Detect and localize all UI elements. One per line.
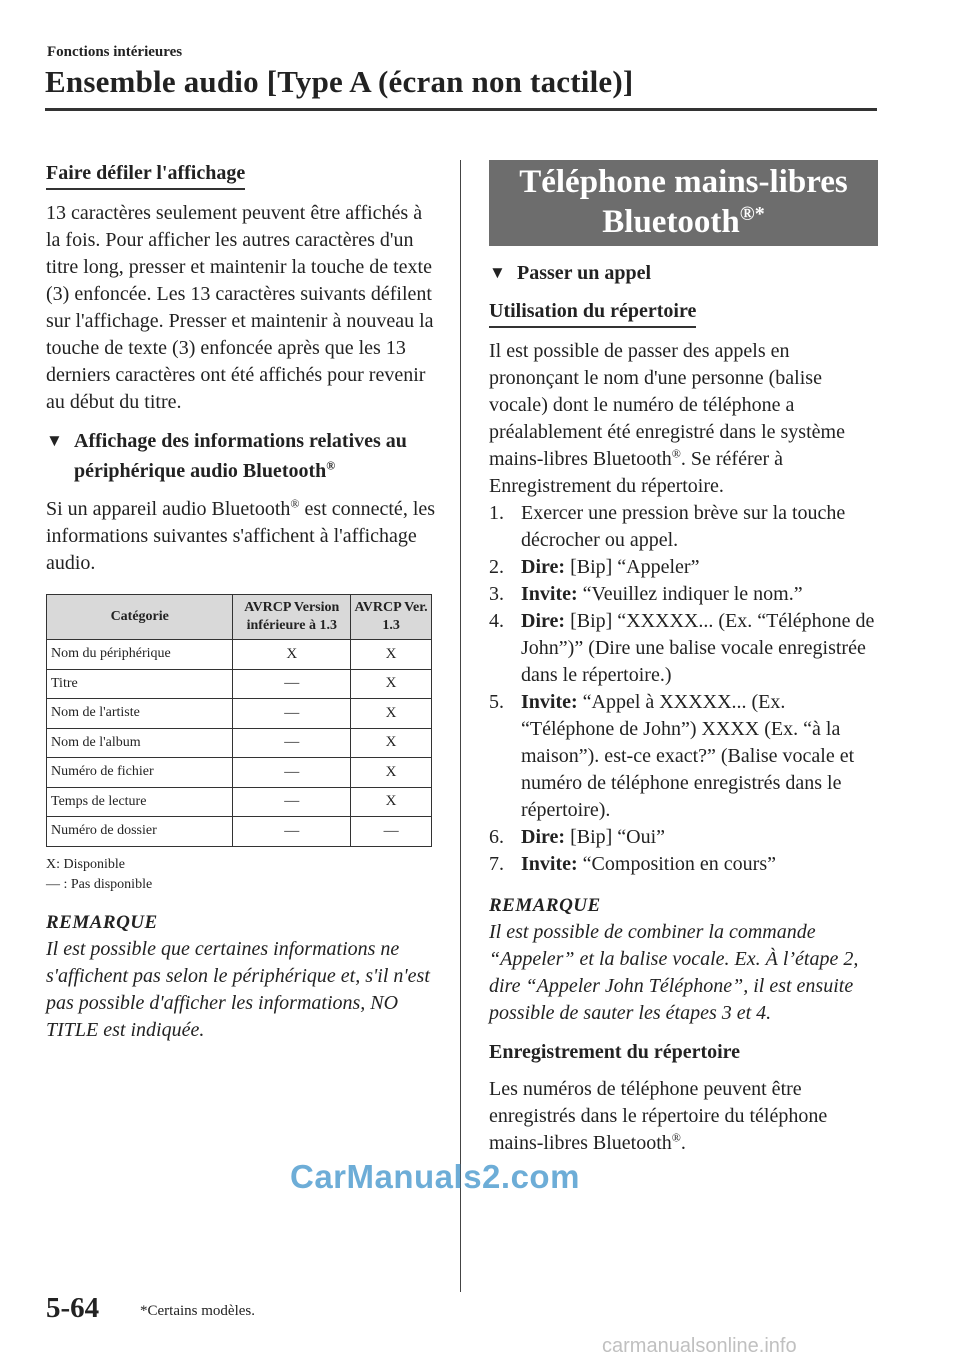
- step-item: [489, 824, 879, 851]
- table-cell: Numéro de fichier: [47, 758, 233, 788]
- table-cell: X: [351, 728, 432, 758]
- table-cell: —: [233, 699, 351, 729]
- directory-text: [489, 338, 879, 500]
- step-number: 1.: [489, 502, 504, 524]
- remarque-title: REMARQUE: [46, 911, 158, 933]
- registration-text: [489, 1076, 879, 1157]
- step-item: [489, 500, 879, 554]
- table-cell: —: [233, 758, 351, 788]
- step-number: 2.: [489, 556, 504, 578]
- table-cell: X: [351, 787, 432, 817]
- table-header-row: [47, 595, 432, 640]
- table-row: [47, 640, 432, 670]
- table-row: [47, 787, 432, 817]
- info-text-a: Si un appareil audio Bluetooth: [46, 498, 291, 520]
- info-heading-text: Affichage des informations relatives au périphérique audio Bluetooth: [74, 430, 407, 482]
- footnote: *Certains modèles.: [140, 1303, 255, 1319]
- banner-line2: [489, 202, 878, 242]
- registration-text-b: .: [680, 1132, 686, 1154]
- step-label: Invite:: [521, 583, 578, 605]
- step-text: [Bip] “Oui”: [565, 826, 666, 848]
- registration-text-a: Les numéros de téléphone peuvent être enregistrés dans le répertoire du téléphone mains-libres Bluetooth: [489, 1078, 828, 1154]
- table-header-avrcp-13: AVRCP Ver. 1.3: [351, 595, 432, 640]
- registered-mark: ®: [290, 496, 300, 511]
- table-cell: X: [351, 699, 432, 729]
- table-cell: —: [233, 669, 351, 699]
- call-heading-text: Passer un appel: [517, 262, 652, 284]
- table-cell: —: [233, 787, 351, 817]
- step-text: “Veuillez indiquer le nom.”: [577, 583, 803, 605]
- step-label: Dire:: [521, 826, 566, 848]
- table-cell: X: [351, 640, 432, 670]
- scroll-heading: Faire défiler l'affichage: [46, 160, 245, 190]
- step-item: [489, 554, 879, 581]
- table-header-category: Catégorie: [47, 595, 233, 640]
- section-banner: [489, 160, 878, 246]
- registration-heading: Enregistrement du répertoire: [489, 1041, 741, 1063]
- table-row: [47, 728, 432, 758]
- step-text: “Appel à XXXXX... (Ex. “Téléphone de John”) XXXX (Ex. “à la maison”). est-ce exact?” (Balise vocale et numéro de téléphone enregistrés dans le répertoire).: [521, 691, 855, 821]
- step-text: [Bip] “Appeler”: [565, 556, 700, 578]
- table-row: [47, 817, 432, 847]
- step-number: 5.: [489, 691, 504, 713]
- info-text: [46, 496, 438, 577]
- table-cell: Numéro de dossier: [47, 817, 233, 847]
- table-row: [47, 669, 432, 699]
- bluetooth-info-table: [46, 594, 432, 847]
- step-number: 4.: [489, 610, 504, 632]
- column-divider: [460, 160, 461, 1292]
- table-cell: Nom de l'album: [47, 728, 233, 758]
- watermark-main: CarManuals2.com: [290, 1158, 580, 1195]
- table-cell: Temps de lecture: [47, 787, 233, 817]
- table-cell: X: [233, 640, 351, 670]
- registered-mark: ®: [326, 458, 336, 473]
- step-item: [489, 581, 879, 608]
- triangle-down-icon: ▼: [46, 431, 63, 450]
- table-cell: Nom du périphérique: [47, 640, 233, 670]
- header-rule: [45, 108, 877, 111]
- info-text-b: est connecté, les informations suivantes s'affichent à l'affichage audio.: [46, 498, 436, 574]
- chapter-title: Ensemble audio [Type A (écran non tactile)]: [45, 64, 634, 99]
- remarque-text: Il est possible de combiner la commande “Appeler” et la balise vocale. Ex. À l’étape 2, dire “Appeler John Téléphone”, il est ensuite possible de sauter les étapes 3 et 4.: [489, 921, 859, 1024]
- table-cell: Nom de l'artiste: [47, 699, 233, 729]
- table-cell: —: [351, 817, 432, 847]
- step-number: 3.: [489, 583, 504, 605]
- table-row: [47, 699, 432, 729]
- step-item: [489, 689, 879, 824]
- table-cell: X: [351, 669, 432, 699]
- step-number: 6.: [489, 826, 504, 848]
- step-number: 7.: [489, 853, 504, 875]
- step-text: [Bip] “XXXXX... (Ex. “Téléphone de John”)” (Dire une balise vocale enregistrée dans le répertoire.): [521, 610, 875, 686]
- step-item: [489, 608, 879, 689]
- step-label: Dire:: [521, 556, 566, 578]
- step-label: Dire:: [521, 610, 566, 632]
- step-text: “Composition en cours”: [577, 853, 776, 875]
- legend-unavailable: — : Pas disponible: [46, 876, 153, 892]
- right-column: [489, 160, 879, 1157]
- table-cell: Titre: [47, 669, 233, 699]
- banner-sup: ®*: [739, 203, 765, 225]
- triangle-down-icon: ▼: [489, 263, 506, 282]
- watermark-bottom: carmanualsonline.info: [602, 1335, 797, 1357]
- banner-line2-text: Bluetooth: [602, 204, 740, 240]
- directory-text-a: Il est possible de passer des appels en prononçant le nom d'une personne (balise vocale) dont le numéro de téléphone a préalablement été enregistré dans le système mains-libres Bluetooth: [489, 340, 845, 470]
- directory-text-b: . Se référer à Enregistrement du répertoire.: [489, 448, 784, 497]
- table-header-avrcp-lower: AVRCP Version inférieure à 1.3: [233, 595, 351, 640]
- registered-mark: ®: [671, 1130, 681, 1145]
- table-cell: —: [233, 817, 351, 847]
- left-column: [46, 160, 438, 1044]
- call-steps: [489, 500, 879, 878]
- step-label: Invite:: [521, 691, 578, 713]
- banner-line1: Téléphone mains-libres: [519, 164, 848, 200]
- step-label: Invite:: [521, 853, 578, 875]
- info-heading: [46, 426, 438, 486]
- legend-available: X: Disponible: [46, 856, 125, 872]
- directory-heading: Utilisation du répertoire: [489, 298, 696, 328]
- remarque-text: Il est possible que certaines informations ne s'affichent pas selon le périphérique et, s'il n'est pas possible d'afficher les informations, NO TITLE est indiquée.: [46, 937, 430, 1041]
- registered-mark: ®: [671, 446, 681, 461]
- remarque-title: REMARQUE: [489, 895, 601, 916]
- call-heading: [489, 258, 879, 288]
- table-row: [47, 758, 432, 788]
- section-label: Fonctions intérieures: [47, 44, 183, 60]
- page-number: 5-64: [46, 1292, 100, 1324]
- table-cell: —: [233, 728, 351, 758]
- step-item: [489, 851, 879, 878]
- table-cell: X: [351, 758, 432, 788]
- step-text: Exercer une pression brève sur la touche décrocher ou appel.: [521, 502, 846, 551]
- table-legend: [46, 855, 438, 895]
- scroll-text: 13 caractères seulement peuvent être affichés à la fois. Pour afficher les autres caractères d'un titre long, presser et maintenir la touche de texte (3) enfoncée. Les 13 caractères suivants défilent sur l'affichage. Presser et maintenir à nouveau la touche de texte (3) enfoncée après que les 13 derniers caractères ont été affichés pour revenir au début du titre.: [46, 202, 434, 413]
